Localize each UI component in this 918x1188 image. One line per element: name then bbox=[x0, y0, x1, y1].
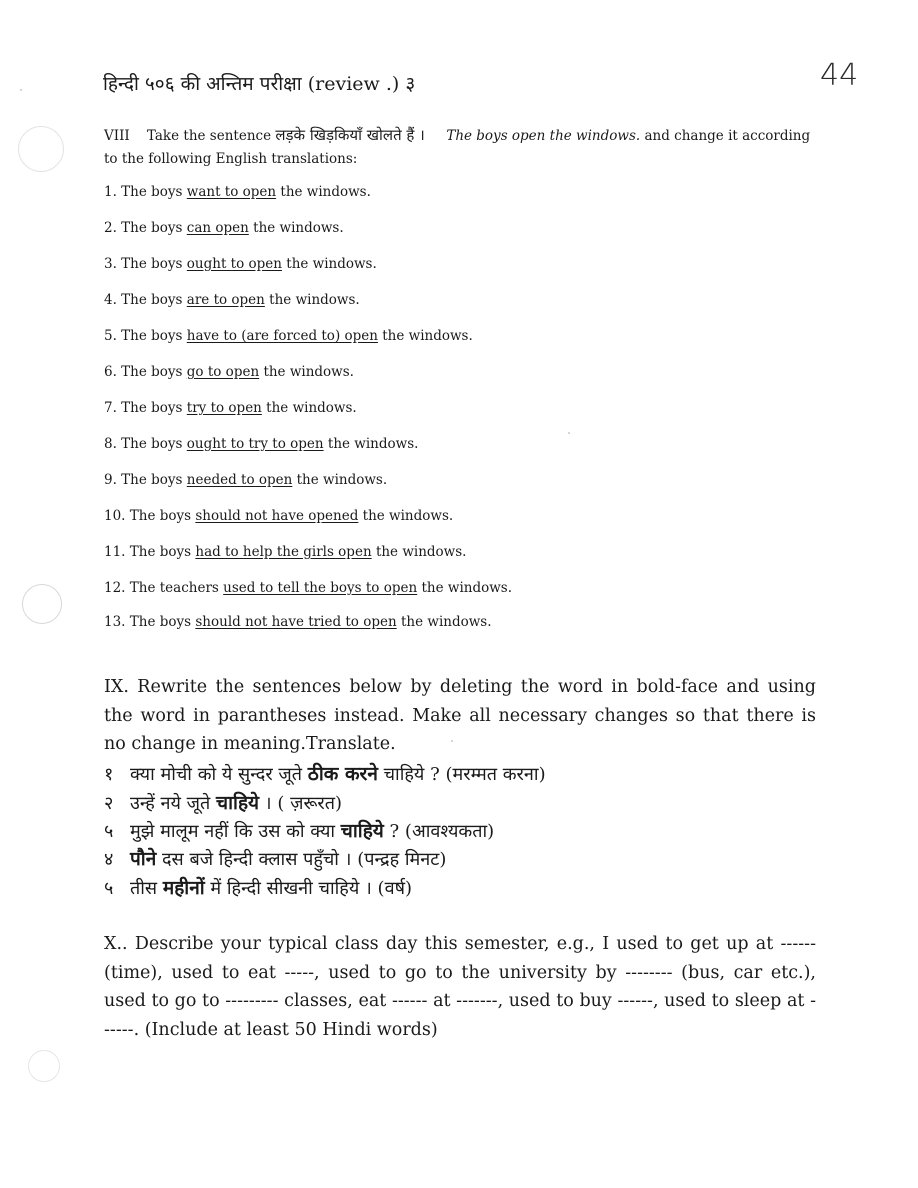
list-item: 12. The teachers used to tell the boys to open the windows. bbox=[104, 580, 512, 596]
section-label: VIII bbox=[104, 128, 130, 144]
section-ix-instruction: IX. Rewrite the sentences below by deleting the word in bold-face and using the word in parantheses instead. Make all necessary changes so that there is no change in meaning.Translate. bbox=[104, 677, 816, 754]
bold-word: चाहिये bbox=[216, 792, 260, 814]
bold-word: पौने bbox=[130, 848, 157, 870]
bold-word: चाहिये bbox=[340, 820, 384, 842]
list-item: 5. The boys have to (are forced to) open the windows. bbox=[104, 328, 473, 344]
hindi-exercise-row: २ उन्हें नये जूते चाहिये । ( ज़रूरत) bbox=[104, 792, 343, 814]
instruction-prefix: Take the sentence bbox=[146, 128, 272, 144]
bold-word: महीनों bbox=[162, 877, 205, 899]
hindi-exercise-row: ४ पौने दस बजे हिन्दी क्लास पहुँचो । (पन्द्रह मिनट) bbox=[104, 848, 447, 870]
hindi-exercise-row: १ क्या मोची को ये सुन्दर जूते ठीक करने चाहिये ? (मरम्मत करना) bbox=[104, 763, 546, 785]
list-item: 10. The boys should not have opened the windows. bbox=[104, 508, 454, 524]
punch-hole-top bbox=[18, 126, 64, 172]
list-item: 9. The boys needed to open the windows. bbox=[104, 472, 388, 488]
scan-speck bbox=[20, 89, 22, 91]
list-item: 11. The boys had to help the girls open the windows. bbox=[104, 544, 467, 560]
list-item: 8. The boys ought to try to open the windows. bbox=[104, 436, 419, 452]
punch-hole-bottom bbox=[28, 1050, 60, 1082]
page-title: हिन्दी ५०६ की अन्तिम परीक्षा (review .) ३ bbox=[103, 73, 416, 95]
section-viii-instruction bbox=[104, 124, 824, 171]
list-item: 1. The boys want to open the windows. bbox=[104, 184, 371, 200]
instruction-suffix: and change it according to the following English translations: bbox=[104, 128, 811, 167]
hindi-sentence: लड़के खिड़कियाँ खोलते हैं । bbox=[275, 126, 425, 144]
list-item: 2. The boys can open the windows. bbox=[104, 220, 344, 236]
punch-hole-middle bbox=[22, 584, 62, 624]
page-number: 44 bbox=[820, 58, 859, 93]
english-sentence: The boys open the windows. bbox=[446, 128, 641, 144]
hindi-exercise-row: ५ तीस महीनों में हिन्दी सीखनी चाहिये । (वर्ष) bbox=[104, 877, 413, 899]
list-item: 7. The boys try to open the windows. bbox=[104, 400, 357, 416]
section-x-instruction: X.. Describe your typical class day this semester, e.g., I used to get up at ------ (time), used to eat -----, used to go to the university by -------- (bus, car etc.), used to go to --------- classes, eat ------ at -------, used to buy ------, used to sleep at ------. (Include at least 50 Hindi words) bbox=[104, 934, 816, 1040]
list-item: 13. The boys should not have tried to open the windows. bbox=[104, 614, 492, 630]
list-item: 3. The boys ought to open the windows. bbox=[104, 256, 377, 272]
list-item: 4. The boys are to open the windows. bbox=[104, 292, 360, 308]
bold-word: ठीक करने bbox=[307, 763, 378, 785]
hindi-exercise-row: ५ मुझे मालूम नहीं कि उस को क्या चाहिये ? (आवश्यकता) bbox=[104, 820, 495, 842]
list-item: 6. The boys go to open the windows. bbox=[104, 364, 354, 380]
scan-speck bbox=[568, 432, 570, 434]
